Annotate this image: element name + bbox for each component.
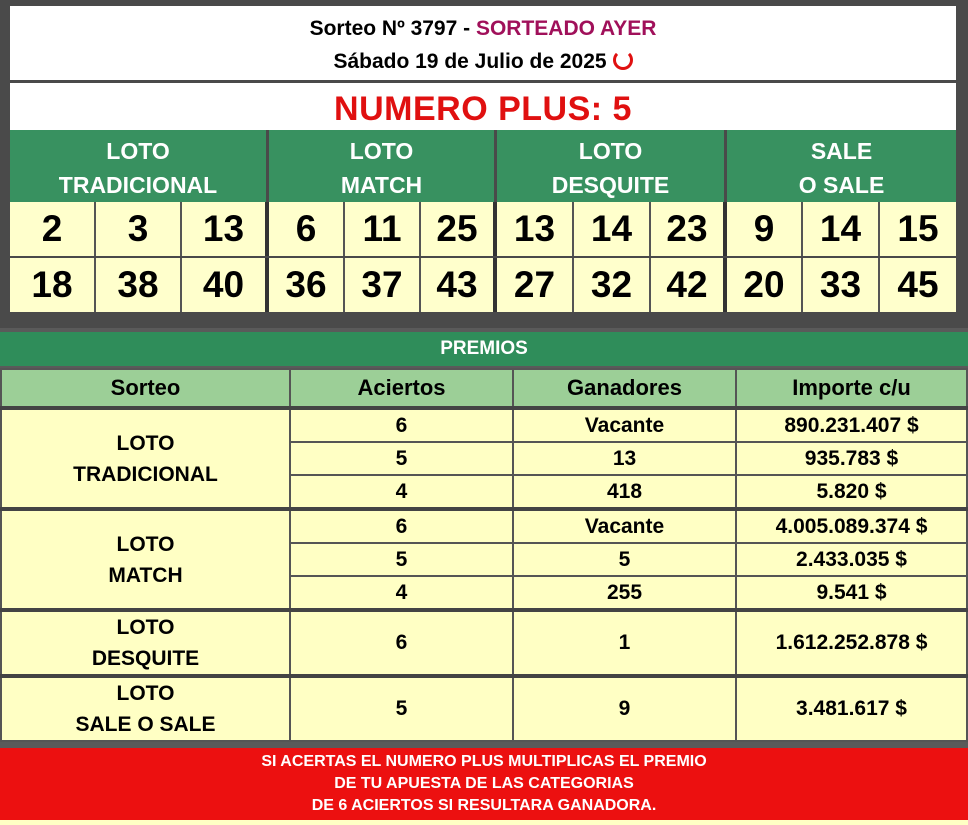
note-line3: DE 6 ACIERTOS SI RESULTARA GANADORA. <box>311 797 657 814</box>
sorteo-line2: SALE O SALE <box>75 713 216 736</box>
game-header-sale-o-sale <box>727 130 956 202</box>
column-header-ganadores: Ganadores <box>513 369 736 408</box>
numbers-row-2 <box>10 258 956 312</box>
results-panel <box>0 0 968 328</box>
number-cell: 13 <box>182 202 269 256</box>
table-row <box>1 610 967 676</box>
premios-header-row <box>1 369 967 408</box>
game-title-line1: LOTO <box>578 138 643 164</box>
number-cell: 42 <box>651 258 727 312</box>
number-cell: 13 <box>497 202 574 256</box>
importe-cell: 890.231.407 $ <box>736 408 967 442</box>
numero-plus-note <box>0 748 968 820</box>
importe-cell: 2.433.035 $ <box>736 543 967 576</box>
ganadores-cell: Vacante <box>513 509 736 543</box>
sorteo-line2: DESQUITE <box>91 647 200 670</box>
sorteo-line1: LOTO <box>116 616 175 639</box>
game-title-line2: O SALE <box>798 172 885 198</box>
aciertos-cell: 6 <box>290 509 513 543</box>
number-cell: 36 <box>269 258 345 312</box>
number-cell: 32 <box>574 258 651 312</box>
number-cell: 14 <box>803 202 880 256</box>
number-cell: 27 <box>497 258 574 312</box>
draw-header <box>10 6 956 130</box>
column-header-sorteo: Sorteo <box>1 369 290 408</box>
importe-cell: 5.820 $ <box>736 475 967 509</box>
bottom-strip <box>0 820 968 825</box>
draw-date-line <box>10 50 956 74</box>
ganadores-cell: 5 <box>513 543 736 576</box>
number-cell: 25 <box>421 202 497 256</box>
number-cell: 40 <box>182 258 269 312</box>
number-cell: 6 <box>269 202 345 256</box>
numero-plus: NUMERO PLUS: 5 <box>334 90 632 128</box>
game-title-line2: DESQUITE <box>551 172 670 198</box>
sorteo-cell <box>1 610 290 676</box>
draw-title <box>10 17 956 41</box>
column-header-importe: Importe c/u <box>736 369 967 408</box>
game-header-tradicional <box>10 130 269 202</box>
header-divider <box>10 80 956 83</box>
sorteo-cell <box>1 408 290 509</box>
number-cell: 45 <box>880 258 956 312</box>
table-row <box>1 509 967 543</box>
game-header-desquite <box>497 130 727 202</box>
premios-table <box>0 368 968 742</box>
number-cell: 23 <box>651 202 727 256</box>
number-cell: 37 <box>345 258 421 312</box>
number-cell: 18 <box>10 258 96 312</box>
draw-date: Sábado 19 de Julio de 2025 <box>333 50 607 73</box>
game-headers <box>10 130 956 202</box>
number-cell: 3 <box>96 202 182 256</box>
ganadores-cell: 1 <box>513 610 736 676</box>
number-cell: 38 <box>96 258 182 312</box>
refresh-icon[interactable] <box>613 50 633 70</box>
importe-cell: 1.612.252.878 $ <box>736 610 967 676</box>
game-header-match <box>269 130 497 202</box>
drawn-numbers <box>10 202 956 314</box>
aciertos-cell: 5 <box>290 676 513 741</box>
sorteo-line2: MATCH <box>108 563 183 587</box>
ganadores-cell: Vacante <box>513 408 736 442</box>
importe-cell: 4.005.089.374 $ <box>736 509 967 543</box>
aciertos-cell: 6 <box>290 408 513 442</box>
number-cell: 2 <box>10 202 96 256</box>
aciertos-cell: 5 <box>290 543 513 576</box>
importe-cell: 3.481.617 $ <box>736 676 967 741</box>
draw-number: Sorteo Nº 3797 - <box>309 17 476 40</box>
number-cell: 14 <box>574 202 651 256</box>
note-line1: SI ACERTAS EL NUMERO PLUS MULTIPLICAS EL PREMIO <box>261 753 707 770</box>
table-row <box>1 676 967 741</box>
game-title-line2: MATCH <box>340 172 423 198</box>
aciertos-cell: 4 <box>290 475 513 509</box>
ganadores-cell: 9 <box>513 676 736 741</box>
ganadores-cell: 255 <box>513 576 736 610</box>
game-title-line2: TRADICIONAL <box>58 172 218 198</box>
number-cell: 11 <box>345 202 421 256</box>
draw-status: SORTEADO AYER <box>475 17 657 40</box>
sorteo-cell <box>1 676 290 741</box>
number-cell: 43 <box>421 258 497 312</box>
importe-cell: 935.783 $ <box>736 442 967 475</box>
game-title-line1: SALE <box>810 138 873 164</box>
premios-title: PREMIOS <box>0 332 968 366</box>
sorteo-cell <box>1 509 290 610</box>
game-title-line1: LOTO <box>349 138 414 164</box>
ganadores-cell: 418 <box>513 475 736 509</box>
aciertos-cell: 5 <box>290 442 513 475</box>
number-cell: 20 <box>727 258 803 312</box>
aciertos-cell: 4 <box>290 576 513 610</box>
sorteo-line2: TRADICIONAL <box>73 462 218 486</box>
importe-cell: 9.541 $ <box>736 576 967 610</box>
column-header-aciertos: Aciertos <box>290 369 513 408</box>
sorteo-line1: LOTO <box>116 431 175 455</box>
note-line2: DE TU APUESTA DE LAS CATEGORIAS <box>334 775 634 792</box>
sorteo-line1: LOTO <box>116 682 175 705</box>
number-cell: 33 <box>803 258 880 312</box>
aciertos-cell: 6 <box>290 610 513 676</box>
numbers-row-1 <box>10 202 956 256</box>
number-cell: 9 <box>727 202 803 256</box>
ganadores-cell: 13 <box>513 442 736 475</box>
game-title-line1: LOTO <box>106 138 170 164</box>
table-row <box>1 408 967 442</box>
sorteo-line1: LOTO <box>116 532 175 556</box>
number-cell: 15 <box>880 202 956 256</box>
